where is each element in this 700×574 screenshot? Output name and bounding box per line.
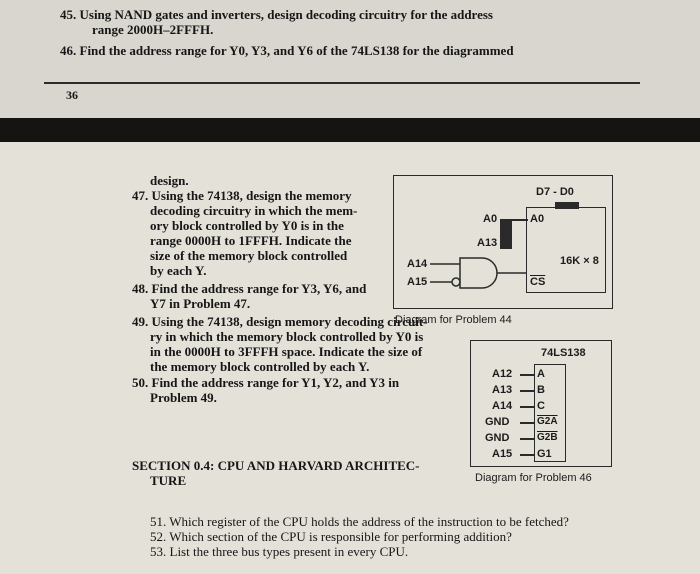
a13-label: A13	[477, 237, 498, 249]
question-48-line-1: 48. Find the address range for Y3, Y6, and	[132, 281, 367, 296]
question-46: 46. Find the address range for Y0, Y3, and Y6 of the 74LS138 for the diagrammed	[60, 43, 514, 58]
question-53: 53. List the three bus types present in every CPU.	[150, 544, 409, 559]
decoder-title: 74LS138	[541, 347, 586, 359]
question-49-line-2: ry in which the memory block controlled by Y0 is	[150, 329, 424, 344]
a0-right-label: A0	[530, 213, 545, 225]
question-45-continued: range 2000H–2FFFH.	[92, 22, 214, 37]
pin-wire	[520, 438, 534, 440]
a15-label: A15	[407, 276, 428, 288]
question-48-line-2: Y7 in Problem 47.	[150, 296, 251, 311]
section-heading-continued: TURE	[150, 473, 187, 488]
diagram-46-caption: Diagram for Problem 46	[475, 472, 592, 484]
question-45: 45. Using NAND gates and inverters, design decoding circuitry for the address	[60, 7, 493, 22]
pin-wire	[520, 374, 534, 376]
diagram-44-caption: Diagram for Problem 44	[395, 314, 512, 326]
page-gap	[0, 118, 700, 142]
decoder-pin-label: C	[537, 400, 545, 412]
question-49-line-3: in the 0000H to 3FFFH space. Indicate the size of	[150, 344, 423, 359]
decoder-input-label: A14	[492, 400, 513, 412]
address-bus-bar	[500, 219, 512, 249]
cs-label: $\overline{CS}$	[530, 276, 546, 288]
decoder-pin-label: B	[537, 384, 545, 396]
question-50-line-1: 50. Find the address range for Y1, Y2, and Y3 in	[132, 375, 400, 390]
decoder-input-label: GND	[485, 432, 510, 444]
top-page	[0, 0, 700, 118]
decoder-input-label: GND	[485, 416, 510, 428]
decoder-input-label: A12	[492, 368, 513, 380]
design-word: design.	[150, 173, 189, 188]
decoder-pin-label: G2A	[537, 416, 558, 427]
section-heading: SECTION 0.4: CPU AND HARVARD ARCHITEC-	[132, 458, 420, 473]
decoder-pin-label: A	[537, 368, 545, 380]
pin-wire	[520, 390, 534, 392]
page-number: 36	[66, 88, 78, 102]
question-49-line-4: the memory block controlled by each Y.	[150, 359, 370, 374]
page-rule	[44, 82, 640, 84]
pin-wire	[520, 406, 534, 408]
question-51: 51. Which register of the CPU holds the address of the instruction to be fetched?	[150, 514, 569, 529]
question-47-line-1: 47. Using the 74138, design the memory	[132, 188, 352, 203]
question-47-line-6: by each Y.	[150, 263, 207, 278]
question-47-line-3: ory block controlled by Y0 is in the	[150, 218, 344, 233]
a0-left-label: A0	[483, 213, 498, 225]
data-bus-label: D7 - D0	[536, 186, 574, 198]
question-52: 52. Which section of the CPU is responsible for performing addition?	[150, 529, 512, 544]
chip-size-label: 16K × 8	[560, 255, 599, 267]
a14-label: A14	[407, 258, 428, 270]
main-page	[0, 142, 700, 574]
pin-wire	[520, 454, 534, 456]
decoder-input-label: A15	[492, 448, 513, 460]
pin-wire	[520, 422, 534, 424]
decoder-pin-label: G1	[537, 448, 552, 460]
question-47-line-2: decoding circuitry in which the mem-	[150, 203, 358, 218]
question-50-line-2: Problem 49.	[150, 390, 217, 405]
decoder-pin-label: G2B	[537, 432, 558, 443]
question-47-line-4: range 0000H to 1FFFH. Indicate the	[150, 233, 352, 248]
decoder-input-label: A13	[492, 384, 513, 396]
nand-gate-icon	[430, 254, 530, 294]
question-47-line-5: size of the memory block controlled	[150, 248, 348, 263]
question-49-line-1: 49. Using the 74138, design memory decoding circuit-	[132, 314, 428, 329]
